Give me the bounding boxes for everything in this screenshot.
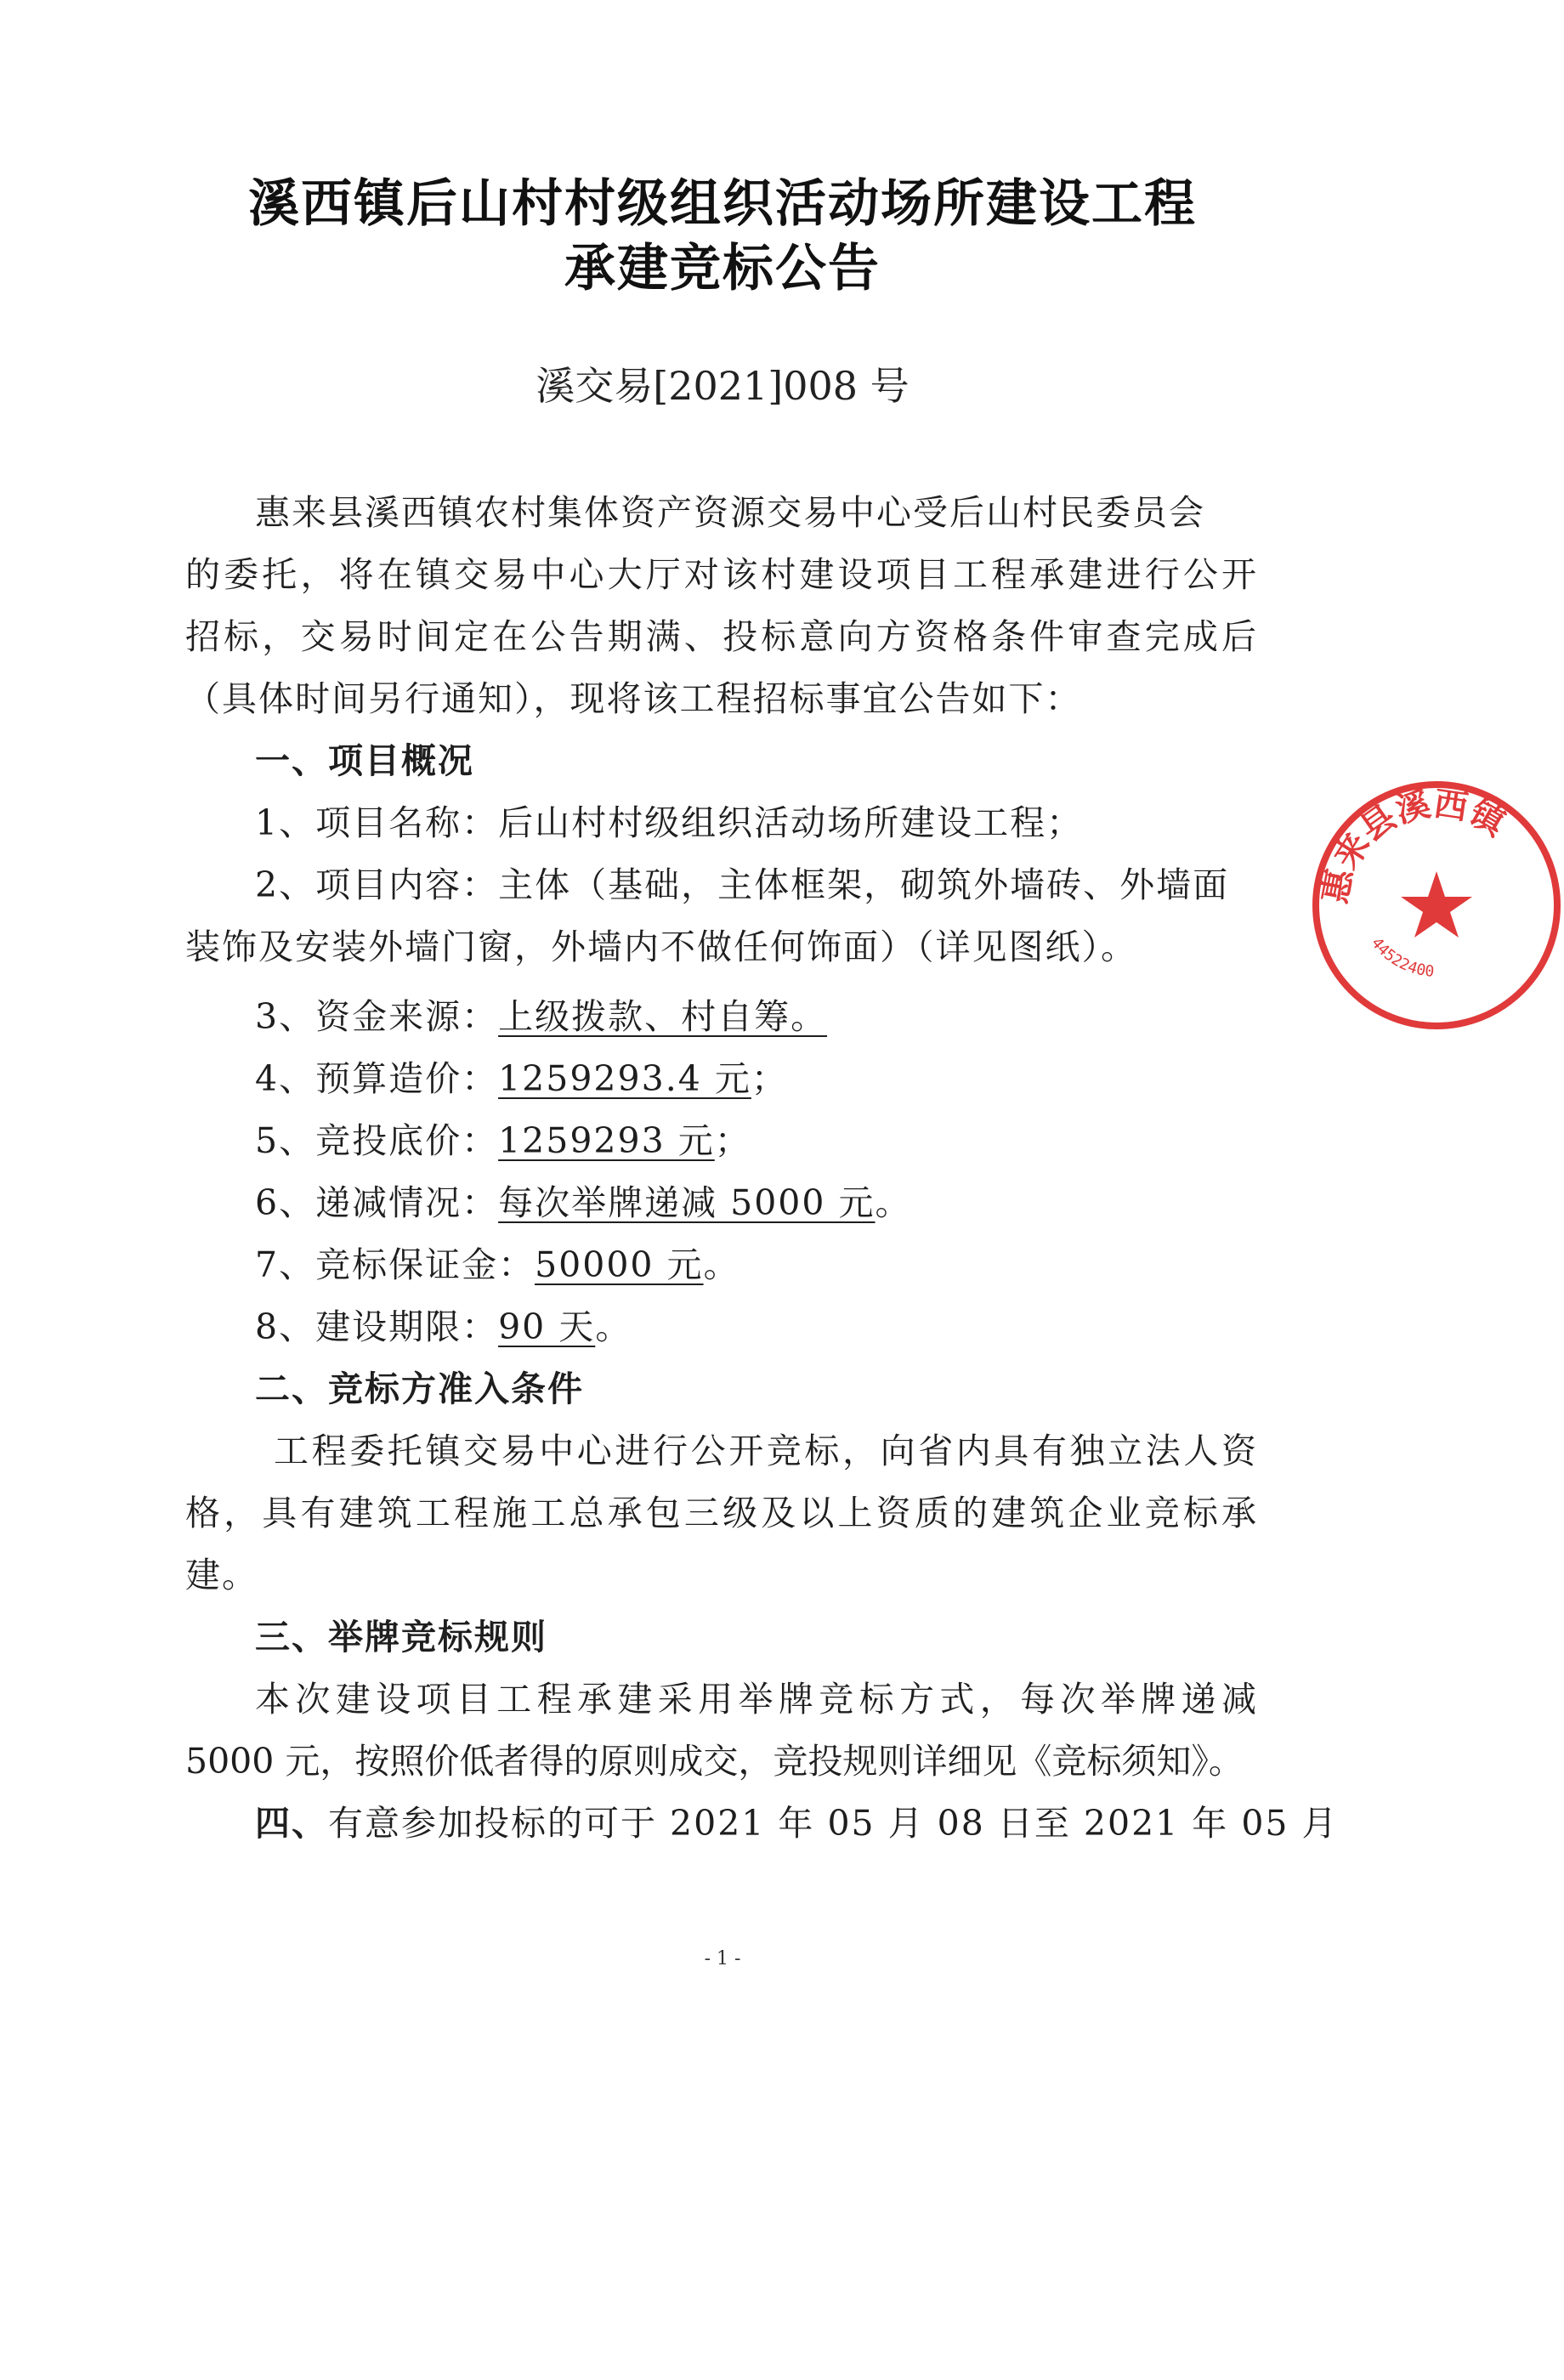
- intro-line-4: （具体时间另行通知），现将该工程招标事宜公告如下：: [185, 678, 1082, 719]
- item1-label: 1、项目名称：: [255, 802, 499, 843]
- item5-label: 5、竞投底价：: [255, 1120, 499, 1161]
- item7-value: 50000 元: [535, 1244, 704, 1285]
- item7-suffix: 。: [703, 1244, 740, 1285]
- official-seal: [1309, 778, 1564, 1033]
- intro-line-2: 的委托，将在镇交易中心大厅对该村建设项目工程承建进行公开: [185, 554, 1258, 595]
- document-number: 溪交易[2021]008 号: [536, 363, 910, 409]
- item8-suffix: 。: [595, 1306, 632, 1347]
- item3-value: 上级拨款、村自筹。: [498, 996, 828, 1037]
- item7: [255, 1237, 740, 1287]
- section3-line-2: 5000 元，按照价低者得的原则成交，竞投规则详细见《竞标须知》。: [185, 1741, 1244, 1782]
- item1-value: 后山村村级组织活动场所建设工程；: [498, 802, 1084, 843]
- item7-label: 7、竞标保证金：: [255, 1244, 536, 1285]
- item5: [255, 1113, 751, 1163]
- section3-line-1: 本次建设项目工程承建采用举牌竞标方式，每次举牌递减: [255, 1679, 1258, 1720]
- section2-line-3: 建。: [185, 1555, 258, 1595]
- section4-text: 有意参加投标的可于 2021 年 05 月 08 日至 2021 年 05 月: [328, 1803, 1339, 1844]
- section4-heading: 四、: [255, 1803, 328, 1844]
- item6-suffix: 。: [875, 1182, 912, 1223]
- intro-line-1: 惠来县溪西镇农村集体资产资源交易中心受后山村民委员会: [255, 492, 1205, 533]
- item8-value: 90 天: [498, 1306, 596, 1347]
- item6-label: 6、递减情况：: [255, 1182, 499, 1223]
- item1: [255, 795, 1083, 845]
- item4-label: 4、预算造价：: [255, 1058, 499, 1099]
- item5-value: 1259293 元: [498, 1120, 715, 1161]
- seal-text: 惠来县溪西镇: [1315, 784, 1512, 907]
- seal-code-arc: [1368, 934, 1435, 981]
- seal-text-arc: [1316, 785, 1514, 907]
- page-number: - 1 -: [704, 1948, 741, 1969]
- section2-line-2: 格，具有建筑工程施工总承包三级及以上资质的建筑企业竞标承: [185, 1493, 1258, 1533]
- item6: [255, 1175, 912, 1225]
- section1-heading: 一、项目概况: [255, 740, 474, 781]
- section3-heading: 三、举牌竞标规则: [255, 1617, 547, 1658]
- seal-star-icon: [1401, 871, 1472, 938]
- item4-suffix: ；: [751, 1058, 788, 1099]
- item8-label: 8、建设期限：: [255, 1306, 499, 1347]
- section2-heading: 二、竞标方准入条件: [255, 1368, 584, 1409]
- item4: [255, 1051, 788, 1101]
- item6-value: 每次举牌递减 5000 元: [498, 1182, 876, 1223]
- intro-line-3: 招标，交易时间定在公告期满、投标意向方资格条件审查完成后: [185, 616, 1258, 657]
- section2-line-1: 工程委托镇交易中心进行公开竞标，向省内具有独立法人资: [274, 1431, 1258, 1471]
- item2-line1: 2、项目内容：主体（基础，主体框架，砌筑外墙砖、外墙面: [255, 864, 1230, 905]
- document-title-line1: 溪西镇后山村村级组织活动场所建设工程: [248, 174, 1197, 234]
- seal-code: 44522400: [1367, 934, 1436, 981]
- item3-label: 3、资金来源：: [255, 996, 499, 1037]
- item2-line2: 装饰及安装外墙门窗，外墙内不做任何饰面）（详见图纸）。: [185, 926, 1137, 967]
- item5-suffix: ；: [714, 1120, 751, 1161]
- item3: [255, 989, 827, 1039]
- item4-value: 1259293.4 元: [498, 1058, 751, 1099]
- item8: [255, 1299, 632, 1349]
- section4-line: [255, 1795, 1339, 1845]
- document-title-line2: 承建竞标公告: [564, 239, 881, 298]
